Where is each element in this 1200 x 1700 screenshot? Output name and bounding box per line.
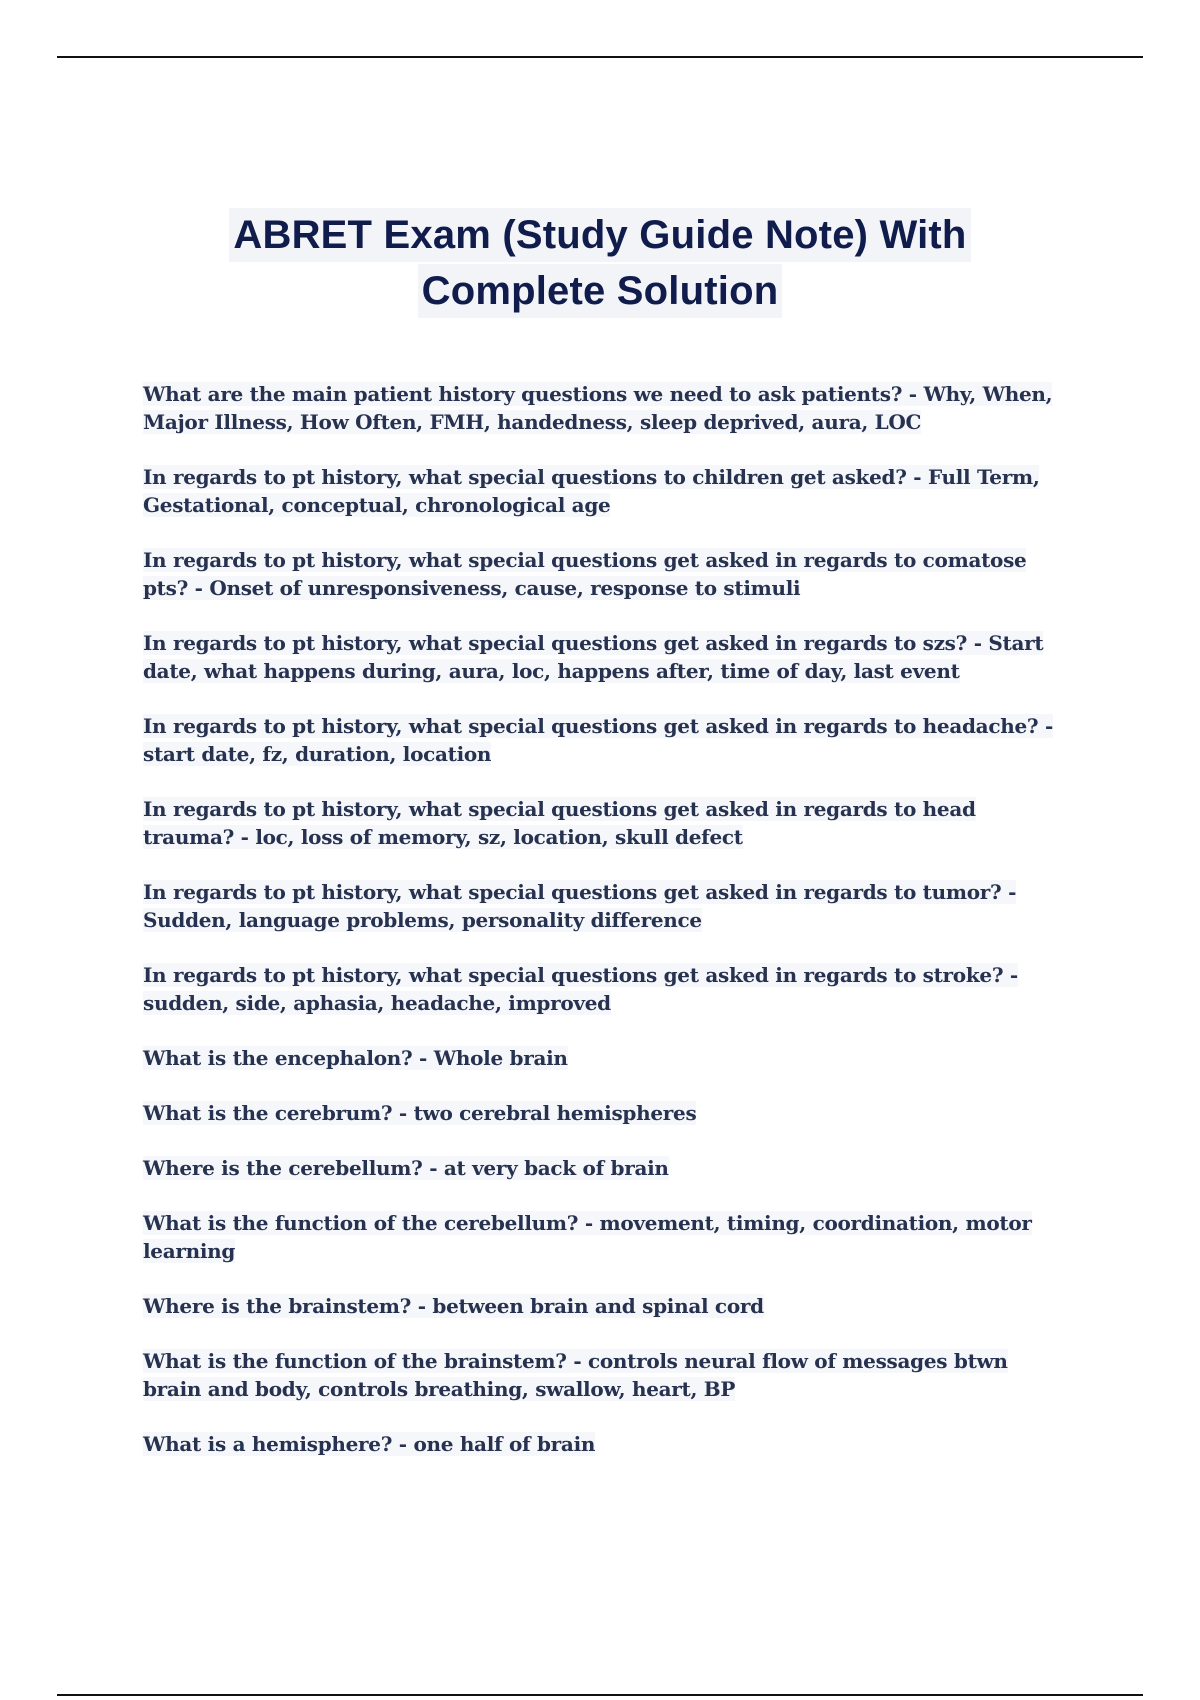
qa-item [143, 1292, 1063, 1320]
document-title [0, 208, 1200, 320]
qa-item [143, 1347, 1063, 1403]
qa-text: What are the main patient history questions we need to ask patients? - Why, When, Major Illness, How Often, FMH, handedness, sleep deprived, aura, LOC [143, 382, 1053, 434]
qa-text: In regards to pt history, what special questions get asked in regards to szs? - Start date, what happens during, aura, loc, happens after, time of day, last event [143, 631, 1044, 683]
qa-text: In regards to pt history, what special questions get asked in regards to headache? - start date, fz, duration, location [143, 714, 1053, 766]
qa-text: In regards to pt history, what special questions get asked in regards to tumor? - Sudden, language problems, personality difference [143, 880, 1017, 932]
qa-text: What is a hemisphere? - one half of brain [143, 1432, 596, 1456]
qa-item [143, 878, 1063, 934]
qa-text: In regards to pt history, what special questions get asked in regards to head trauma? - loc, loss of memory, sz, location, skull defect [143, 797, 976, 849]
qa-text: Where is the brainstem? - between brain and spinal cord [143, 1294, 764, 1318]
qa-text: What is the encephalon? - Whole brain [143, 1046, 568, 1070]
qa-text: In regards to pt history, what special questions to children get asked? - Full Term, Gestational, conceptual, chronological age [143, 465, 1040, 517]
qa-item [143, 1099, 1063, 1127]
qa-item [143, 380, 1063, 436]
top-rule [57, 56, 1143, 58]
qa-text: What is the function of the cerebellum? - movement, timing, coordination, motor learning [143, 1211, 1032, 1263]
qa-text: What is the function of the brainstem? - controls neural flow of messages btwn brain and body, controls breathing, swallow, heart, BP [143, 1349, 1008, 1401]
qa-item [143, 961, 1063, 1017]
qa-item [143, 795, 1063, 851]
bottom-rule [57, 1694, 1143, 1696]
qa-item [143, 629, 1063, 685]
qa-item [143, 712, 1063, 768]
qa-text: In regards to pt history, what special questions get asked in regards to stroke? - sudden, side, aphasia, headache, improved [143, 963, 1018, 1015]
qa-list [143, 380, 1063, 1485]
title-line-2: Complete Solution [418, 264, 783, 318]
qa-item [143, 1044, 1063, 1072]
qa-item [143, 1430, 1063, 1458]
title-line-1: ABRET Exam (Study Guide Note) With [229, 208, 970, 262]
qa-text: What is the cerebrum? - two cerebral hemispheres [143, 1101, 697, 1125]
qa-item [143, 463, 1063, 519]
qa-item [143, 1154, 1063, 1182]
qa-item [143, 546, 1063, 602]
qa-item [143, 1209, 1063, 1265]
qa-text: In regards to pt history, what special questions get asked in regards to comatose pts? - Onset of unresponsiveness, cause, response to stimuli [143, 548, 1027, 600]
qa-text: Where is the cerebellum? - at very back of brain [143, 1156, 669, 1180]
